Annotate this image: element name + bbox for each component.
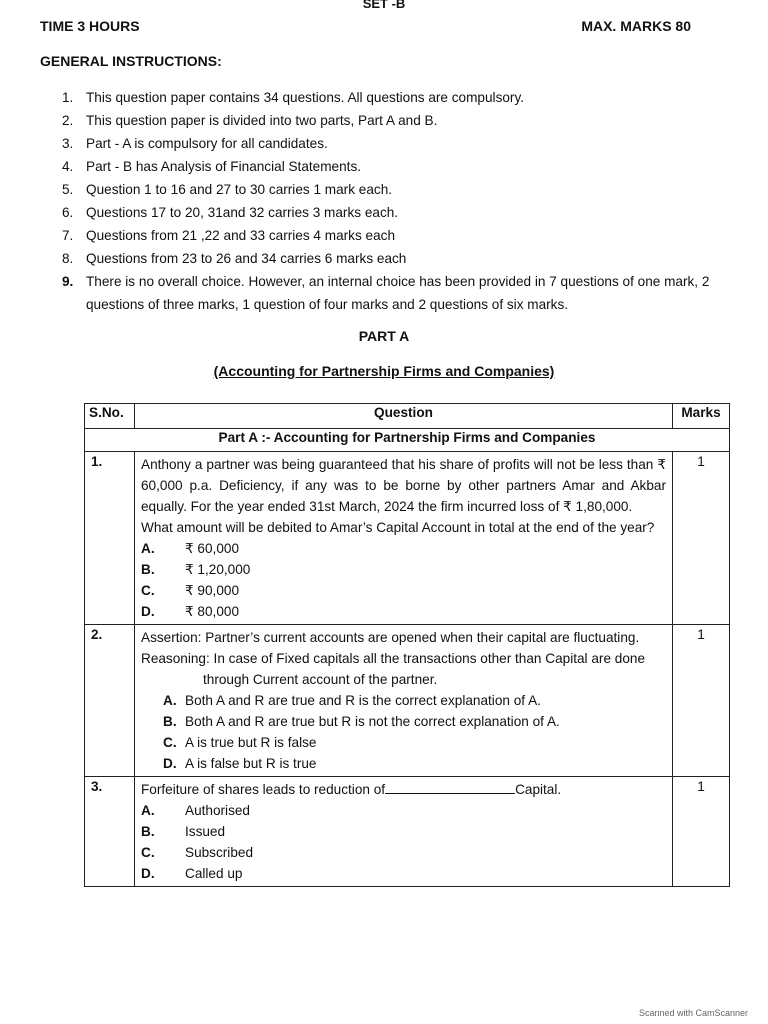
option-item: B. Both A and R are true but R is not the correct explanation of A. <box>163 714 560 729</box>
header-question: Question <box>135 404 673 429</box>
instruction-item: 2. This question paper is divided into two parts, Part A and B. <box>62 113 438 128</box>
time-duration: TIME 3 HOURS <box>40 18 140 34</box>
instruction-item: 8. Questions from 23 to 26 and 34 carries 6 marks each <box>62 251 407 266</box>
instruction-item: 6. Questions 17 to 20, 31and 32 carries 3 marks each. <box>62 205 399 220</box>
question-text <box>135 625 673 777</box>
header-marks: Marks <box>673 404 730 429</box>
instruction-item: 1. This question paper contains 34 questions. All questions are compulsory. <box>62 90 525 105</box>
q1-stem: Anthony a partner was being guaranteed that his share of profits will not be less than ₹ 60,000 p.a. Deficiency, if any was to be borne by other partners Amar and Akbar equally. For the year ended 31st March, 2024 the firm incurred loss of ₹ 1,80,000. <box>141 457 666 514</box>
table-row <box>85 452 730 625</box>
question-marks: 1 <box>673 777 730 887</box>
table-row <box>85 777 730 887</box>
instruction-item: 9. There is no overall choice. However, an internal choice has been provided in 7 questions of one mark, 2 questions of three marks, 1 question of four marks and 2 questions of six marks. <box>62 274 710 312</box>
table-header-row <box>85 404 730 429</box>
option-item: C. ₹ 90,000 <box>141 583 240 598</box>
header-sno: S.No. <box>85 404 135 429</box>
option-item: D. A is false but R is true <box>163 756 317 771</box>
option-item: A. Authorised <box>141 803 250 818</box>
general-instructions-title: GENERAL INSTRUCTIONS: <box>40 53 222 69</box>
fill-blank <box>385 781 515 794</box>
option-item: B. Issued <box>141 824 226 839</box>
instruction-item: 7. Questions from 21 ,22 and 33 carries 4 marks each <box>62 228 396 243</box>
part-a-title: PART A <box>358 328 410 344</box>
scanner-watermark: Scanned with CamScanner <box>638 1008 748 1018</box>
question-number: 1. <box>85 452 135 625</box>
section-row <box>85 429 730 452</box>
q2-assertion: Assertion: Partner’s current accounts are opened when their capital are fluctuating. <box>141 630 640 645</box>
max-marks: MAX. MARKS 80 <box>581 18 691 34</box>
set-label: SET -B <box>362 0 406 11</box>
option-item: C. A is true but R is false <box>163 735 317 750</box>
question-marks: 1 <box>673 452 730 625</box>
q2-reason-cont: through Current account of the partner. <box>203 672 438 687</box>
question-text <box>135 777 673 887</box>
q2-reason: Reasoning: In case of Fixed capitals all the transactions other than Capital are done <box>141 651 646 666</box>
option-item: A. ₹ 60,000 <box>141 541 240 556</box>
q1-ask: What amount will be debited to Amar’s Capital Account in total at the end of the year? <box>141 520 655 535</box>
instructions-list <box>62 86 730 316</box>
option-item: D. ₹ 80,000 <box>141 604 240 619</box>
q3-stem: Forfeiture of shares leads to reduction of Capital. <box>141 782 562 797</box>
option-item: D. Called up <box>141 866 243 881</box>
questions-table <box>84 403 730 887</box>
instruction-item: 4. Part - B has Analysis of Financial Statements. <box>62 159 362 174</box>
part-a-subtitle: (Accounting for Partnership Firms and Companies) <box>213 363 555 379</box>
option-item: B. ₹ 1,20,000 <box>141 562 251 577</box>
option-item: C. Subscribed <box>141 845 254 860</box>
question-number: 3. <box>85 777 135 887</box>
question-marks: 1 <box>673 625 730 777</box>
section-title: Part A :- Accounting for Partnership Firms and Companies <box>85 429 730 452</box>
option-item: A. Both A and R are true and R is the correct explanation of A. <box>163 693 541 708</box>
question-number: 2. <box>85 625 135 777</box>
question-text <box>135 452 673 625</box>
instruction-item: 3. Part - A is compulsory for all candidates. <box>62 136 328 151</box>
table-row <box>85 625 730 777</box>
instruction-item: 5. Question 1 to 16 and 27 to 30 carries 1 mark each. <box>62 182 393 197</box>
